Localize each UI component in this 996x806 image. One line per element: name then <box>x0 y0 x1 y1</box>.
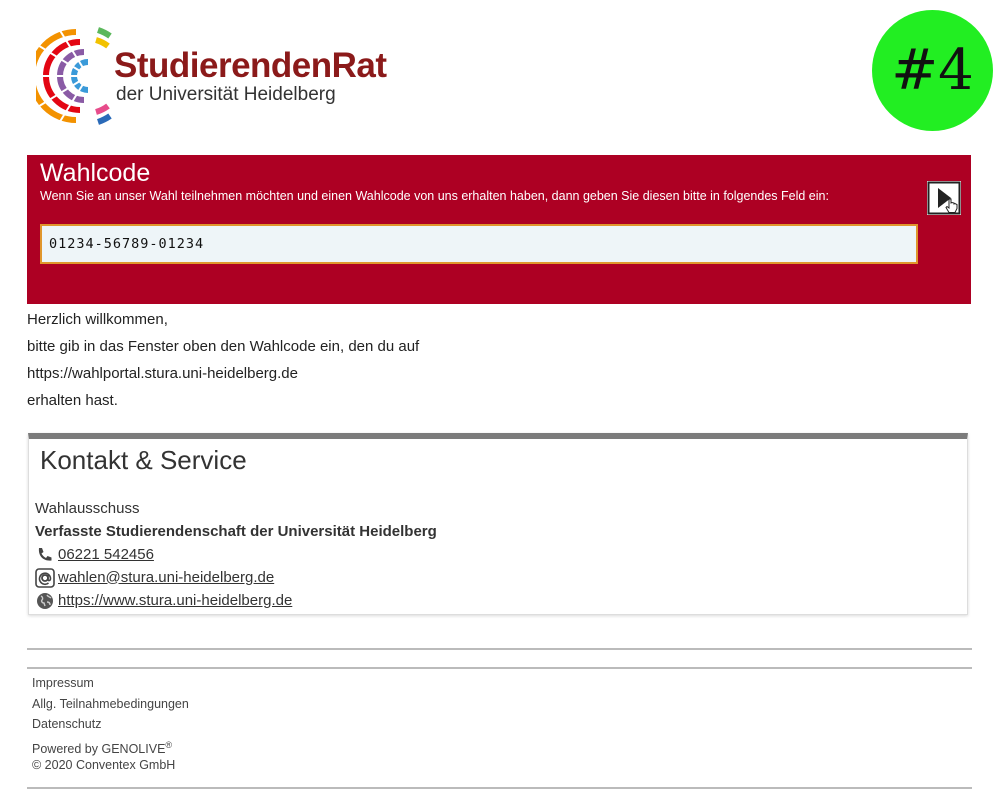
phone-icon <box>35 545 55 565</box>
welcome-line: bitte gib in das Fenster oben den Wahlcode ein, den du auf <box>27 338 420 355</box>
footer-divider <box>27 667 972 669</box>
at-sign-icon <box>35 568 55 588</box>
website-link[interactable]: https://www.stura.uni-heidelberg.de <box>58 591 293 609</box>
registered-mark: ® <box>165 739 173 750</box>
wahlcode-description: Wenn Sie an unser Wahl teilnehmen möchten und einen Wahlcode von uns erhalten haben, dann geben Sie diesen bitte in folgendes Feld ein: <box>40 189 829 203</box>
wahlcode-title: Wahlcode <box>40 159 151 187</box>
globe-icon <box>35 591 55 611</box>
contact-card <box>28 433 968 615</box>
welcome-text <box>27 310 419 418</box>
logo-subtitle: der Universität Heidelberg <box>116 84 336 105</box>
logo-title: StudierendenRat <box>114 46 387 85</box>
footer-divider <box>27 648 972 650</box>
privacy-link[interactable]: Datenschutz <box>32 717 102 731</box>
powered-by <box>32 736 189 757</box>
step-badge-label: #4 <box>891 38 974 103</box>
wahlcode-input[interactable] <box>40 224 918 264</box>
terms-link[interactable]: Allg. Teilnahmebedingungen <box>32 696 189 711</box>
play-arrow-icon <box>927 181 961 215</box>
contact-list <box>35 497 437 612</box>
step-badge <box>872 10 993 131</box>
phone-link[interactable]: 06221 542456 <box>58 545 154 563</box>
stura-logo-mark-icon <box>36 24 116 128</box>
organization-name: Verfasste Studierendenschaft der Universität Heidelberg <box>35 522 437 540</box>
welcome-line: https://wahlportal.stura.uni-heidelberg.de <box>27 365 298 382</box>
genolive-brand: GENOLIVE <box>101 741 166 756</box>
powered-by-label: Powered by <box>32 741 99 756</box>
wahlcode-panel <box>27 155 971 304</box>
contact-title: Kontakt & Service <box>40 445 247 475</box>
email-link[interactable]: wahlen@stura.uni-heidelberg.de <box>58 568 275 586</box>
welcome-line: Herzlich willkommen, <box>27 311 168 328</box>
genolive-link[interactable] <box>101 739 173 756</box>
welcome-line: erhalten hast. <box>27 392 118 409</box>
copyright: © 2020 Conventex GmbH <box>32 758 176 772</box>
footer <box>32 674 189 777</box>
submit-button[interactable] <box>927 181 961 215</box>
footer-divider <box>27 787 972 789</box>
stura-logo <box>36 24 396 128</box>
impressum-link[interactable]: Impressum <box>32 676 94 690</box>
committee-name: Wahlausschuss <box>35 499 140 517</box>
